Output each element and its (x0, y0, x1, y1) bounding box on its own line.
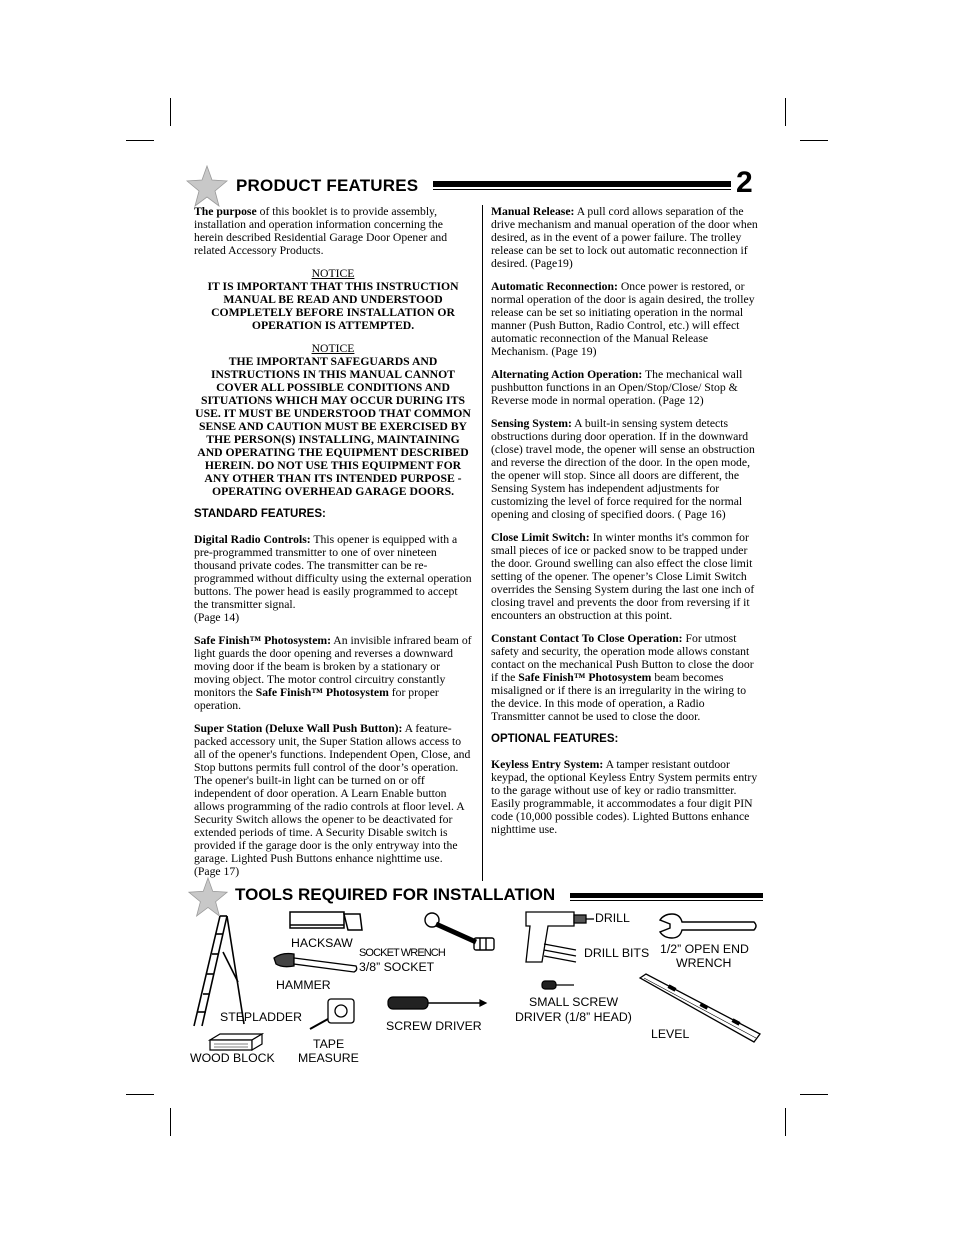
sf-tail: for proper operation. (194, 686, 439, 712)
level-label: LEVEL (651, 1027, 690, 1041)
header-rule (433, 181, 731, 187)
notice-1 (194, 267, 472, 332)
ke-body: A tamper resistant outdoor keypad, the optional Keyless Entry System permits entry to the garage without use of key or radio transmitter. Easily programmable, it accommodates a four digit PIN code (10,000 possible codes). Lighted Buttons enhance nighttime use. (491, 758, 758, 836)
tools-title: TOOLS REQUIRED FOR INSTALLATION (235, 885, 556, 904)
purpose-paragraph (194, 205, 472, 257)
hacksaw-icon (286, 908, 366, 934)
tape-label-1: TAPE (313, 1037, 345, 1051)
ke-lead: Keyless Entry System: (491, 758, 604, 771)
notice-2-title: NOTICE (311, 342, 355, 355)
auto-reconnect-paragraph (491, 280, 759, 358)
sensing-system-paragraph (491, 417, 759, 521)
page-title: PRODUCT FEATURES (236, 176, 419, 195)
manual-release-paragraph (491, 205, 759, 270)
drill-bits-icon (540, 940, 580, 964)
right-column (491, 205, 759, 846)
small-screw-driver-icon (540, 978, 576, 992)
aa-body: The mechanical wall pushbutton functions in an Open/Stop/Close/ Stop & Reverse mode in normal operation. (Page 12) (491, 368, 743, 407)
notice-1-title: NOTICE (311, 267, 355, 280)
crop-mark (800, 1094, 828, 1095)
tape-label-2: MEASURE (298, 1051, 359, 1065)
crop-mark (785, 98, 786, 126)
ss-lead: Super Station (Deluxe Wall Push Button): (194, 722, 403, 735)
tape-measure-icon (306, 995, 358, 1033)
header-rule-thin (433, 189, 731, 190)
crop-mark (126, 140, 154, 141)
wrench-label-1: 1/2” OPEN END (660, 942, 749, 956)
sensing-lead: Sensing System: (491, 417, 572, 430)
drill-label: DRILL (595, 911, 630, 925)
crop-mark (170, 1108, 171, 1136)
wood-block-icon (208, 1032, 264, 1052)
hammer-label: HAMMER (276, 978, 331, 992)
hammer-icon (272, 950, 360, 980)
star-icon (188, 877, 228, 917)
constant-contact-paragraph (491, 632, 759, 723)
cc-lead: Constant Contact To Close Operation: (491, 632, 683, 645)
tools-rule (570, 893, 763, 898)
ar-body: Once power is restored, or normal operation of the door is again desired, the trolley release can be set so initiating operation in the normal manner (Push Button, Radio Control, etc.) will effect automatic reconnection of the Manual Release Mechanism. (Page 19) (491, 280, 755, 358)
close-limit-paragraph (491, 531, 759, 622)
keyless-entry-paragraph (491, 758, 759, 836)
small-screw-label-1: SMALL SCREW (529, 995, 619, 1009)
column-divider (482, 205, 483, 881)
cc-body: For utmost safety and security, the operation mode allows constant contact on the mechanical Push Button to close the door if the (491, 632, 754, 684)
cl-lead: Close Limit Switch: (491, 531, 590, 544)
stepladder-label: STEPLADDER (220, 1010, 303, 1024)
wood-block-label: WOOD BLOCK (190, 1051, 275, 1065)
crop-mark (785, 1108, 786, 1136)
socket-label: 3/8” SOCKET (359, 960, 435, 974)
purpose-body: of this booklet is to provide assembly, installation and operation information concerning the herein described Residential Garage Door Opener and related Accessory Products. (194, 205, 448, 257)
ar-lead: Automatic Reconnection: (491, 280, 618, 293)
cc-tail: beam becomes misaligned or if there is an irregularity in the wiring to the device. In this mode of operation, a Radio Transmitter cannot be used to close the door. (491, 671, 747, 723)
notice-2-body: THE IMPORTANT SAFEGUARDS AND INSTRUCTIONS IN THIS MANUAL CANNOT COVER ALL POSSIBLE CONDITIONS AND SITUATIONS WHICH MAY OCCUR DURING ITS USE. IT MUST BE UNDERSTOOD THAT COMMON SENSE AND CAUTION MUST BE EXERCISED BY THE PERSON(S) INSTALLING, MAINTAINING AND OPERATING THE EQUIPMENT DESCRIBED HEREIN. DO NOT USE THIS EQUIPMENT FOR ANY OTHER THAN ITS INTENDED PURPOSE - OPERATING OVERHEAD GARAGE DOORS. (195, 355, 471, 498)
purpose-lead: The purpose (194, 205, 257, 218)
aa-lead: Alternating Action Operation: (491, 368, 643, 381)
small-screw-label-2: DRIVER (1/8” HEAD) (515, 1010, 632, 1024)
drill-bits-label: DRILL BITS (584, 946, 650, 960)
sf-lead: Safe Finish™ Photosystem: (194, 634, 332, 647)
mr-lead: Manual Release: (491, 205, 575, 218)
open-end-wrench-icon (656, 912, 760, 942)
crop-mark (800, 140, 828, 141)
mr-body: A pull cord allows separation of the drive mechanism and manual operation of the door when desired, as in the event of a power failure. The trolley release can be set to lock out automatic reconnection if desired. (Page19) (491, 205, 758, 270)
cl-body: In winter months it's common for small pieces of ice or packed snow to be trapped under the door. Ground swelling can also effect the close limit setting of the opener. The opener’s Close Limit Switch overrides the Sensing System during the last one inch of closing travel and prevents the door from reversing if it encounters an obstruction at this point. (491, 531, 755, 622)
screw-driver-icon (386, 994, 488, 1012)
drc-page: (Page 14) (194, 611, 240, 624)
notice-2 (194, 342, 472, 498)
star-icon (186, 165, 228, 207)
tools-rule-thin (570, 900, 763, 901)
hacksaw-label: HACKSAW (291, 936, 353, 950)
crop-mark (126, 1094, 154, 1095)
sf-bold: Safe Finish™ Photosystem (255, 686, 389, 699)
notice-1-body: IT IS IMPORTANT THAT THIS INSTRUCTION MANUAL BE READ AND UNDERSTOOD COMPLETELY BEFORE INSTALLATION OR OPERATION IS ATTEMPTED. (207, 280, 459, 332)
digital-radio-paragraph (194, 533, 472, 624)
drc-body: This opener is equipped with a pre-programmed transmitter to one of over nineteen thousand private codes. The transmitter can be re-programmed without difficulty using the external operation buttons. The power head is easily programmed to accept the transmitter signal. (194, 533, 472, 611)
screw-driver-label: SCREW DRIVER (386, 1019, 482, 1033)
socket-wrench-label: SOCKET WRENCH (359, 947, 445, 959)
optional-features-heading: OPTIONAL FEATURES: (491, 733, 619, 745)
cc-bold: Safe Finish™ Photosystem (518, 671, 652, 684)
crop-mark (170, 98, 171, 126)
drc-lead: Digital Radio Controls: (194, 533, 311, 546)
alternating-action-paragraph (491, 368, 759, 407)
ss-body: A feature-packed accessory unit, the Super Station allows access to all of the opener's functions. Independent Open, Close, and Stop buttons permits full control of the door’s operation. The opener's built-in light can be turned on or off independent of door operation. A Learn Enable button allows programming of the radio controls at floor level. A Security Switch allows the opener to be deactivated for extended periods of time. A Security Disable switch is provided if the garage door is the only entryway into the garage. Lighted Push Buttons enhance nighttime use. (Page 17) (194, 722, 471, 878)
safe-finish-paragraph (194, 634, 472, 712)
super-station-paragraph (194, 722, 472, 878)
wrench-label-2: WRENCH (676, 956, 732, 970)
page-number: 2 (736, 166, 753, 199)
sensing-body: A built-in sensing system detects obstructions during door operation. If in the downward (close) travel mode, the opener will sense an obstruction and reverse the direction of the door. In the open mode, the opener will stop. Since all doors are different, the Sensing System has independent adjustments for customizing the level of force required for the normal opening and closing of specified doors. ( Page 16) (491, 417, 755, 521)
left-column (194, 205, 472, 888)
standard-features-heading: STANDARD FEATURES: (194, 508, 326, 520)
sf-body: An invisible infrared beam of light guards the door opening and reverses a downward moving door if the beam is broken by a stationary or moving object. The motor control circuitry constantly monitors the (194, 634, 472, 699)
